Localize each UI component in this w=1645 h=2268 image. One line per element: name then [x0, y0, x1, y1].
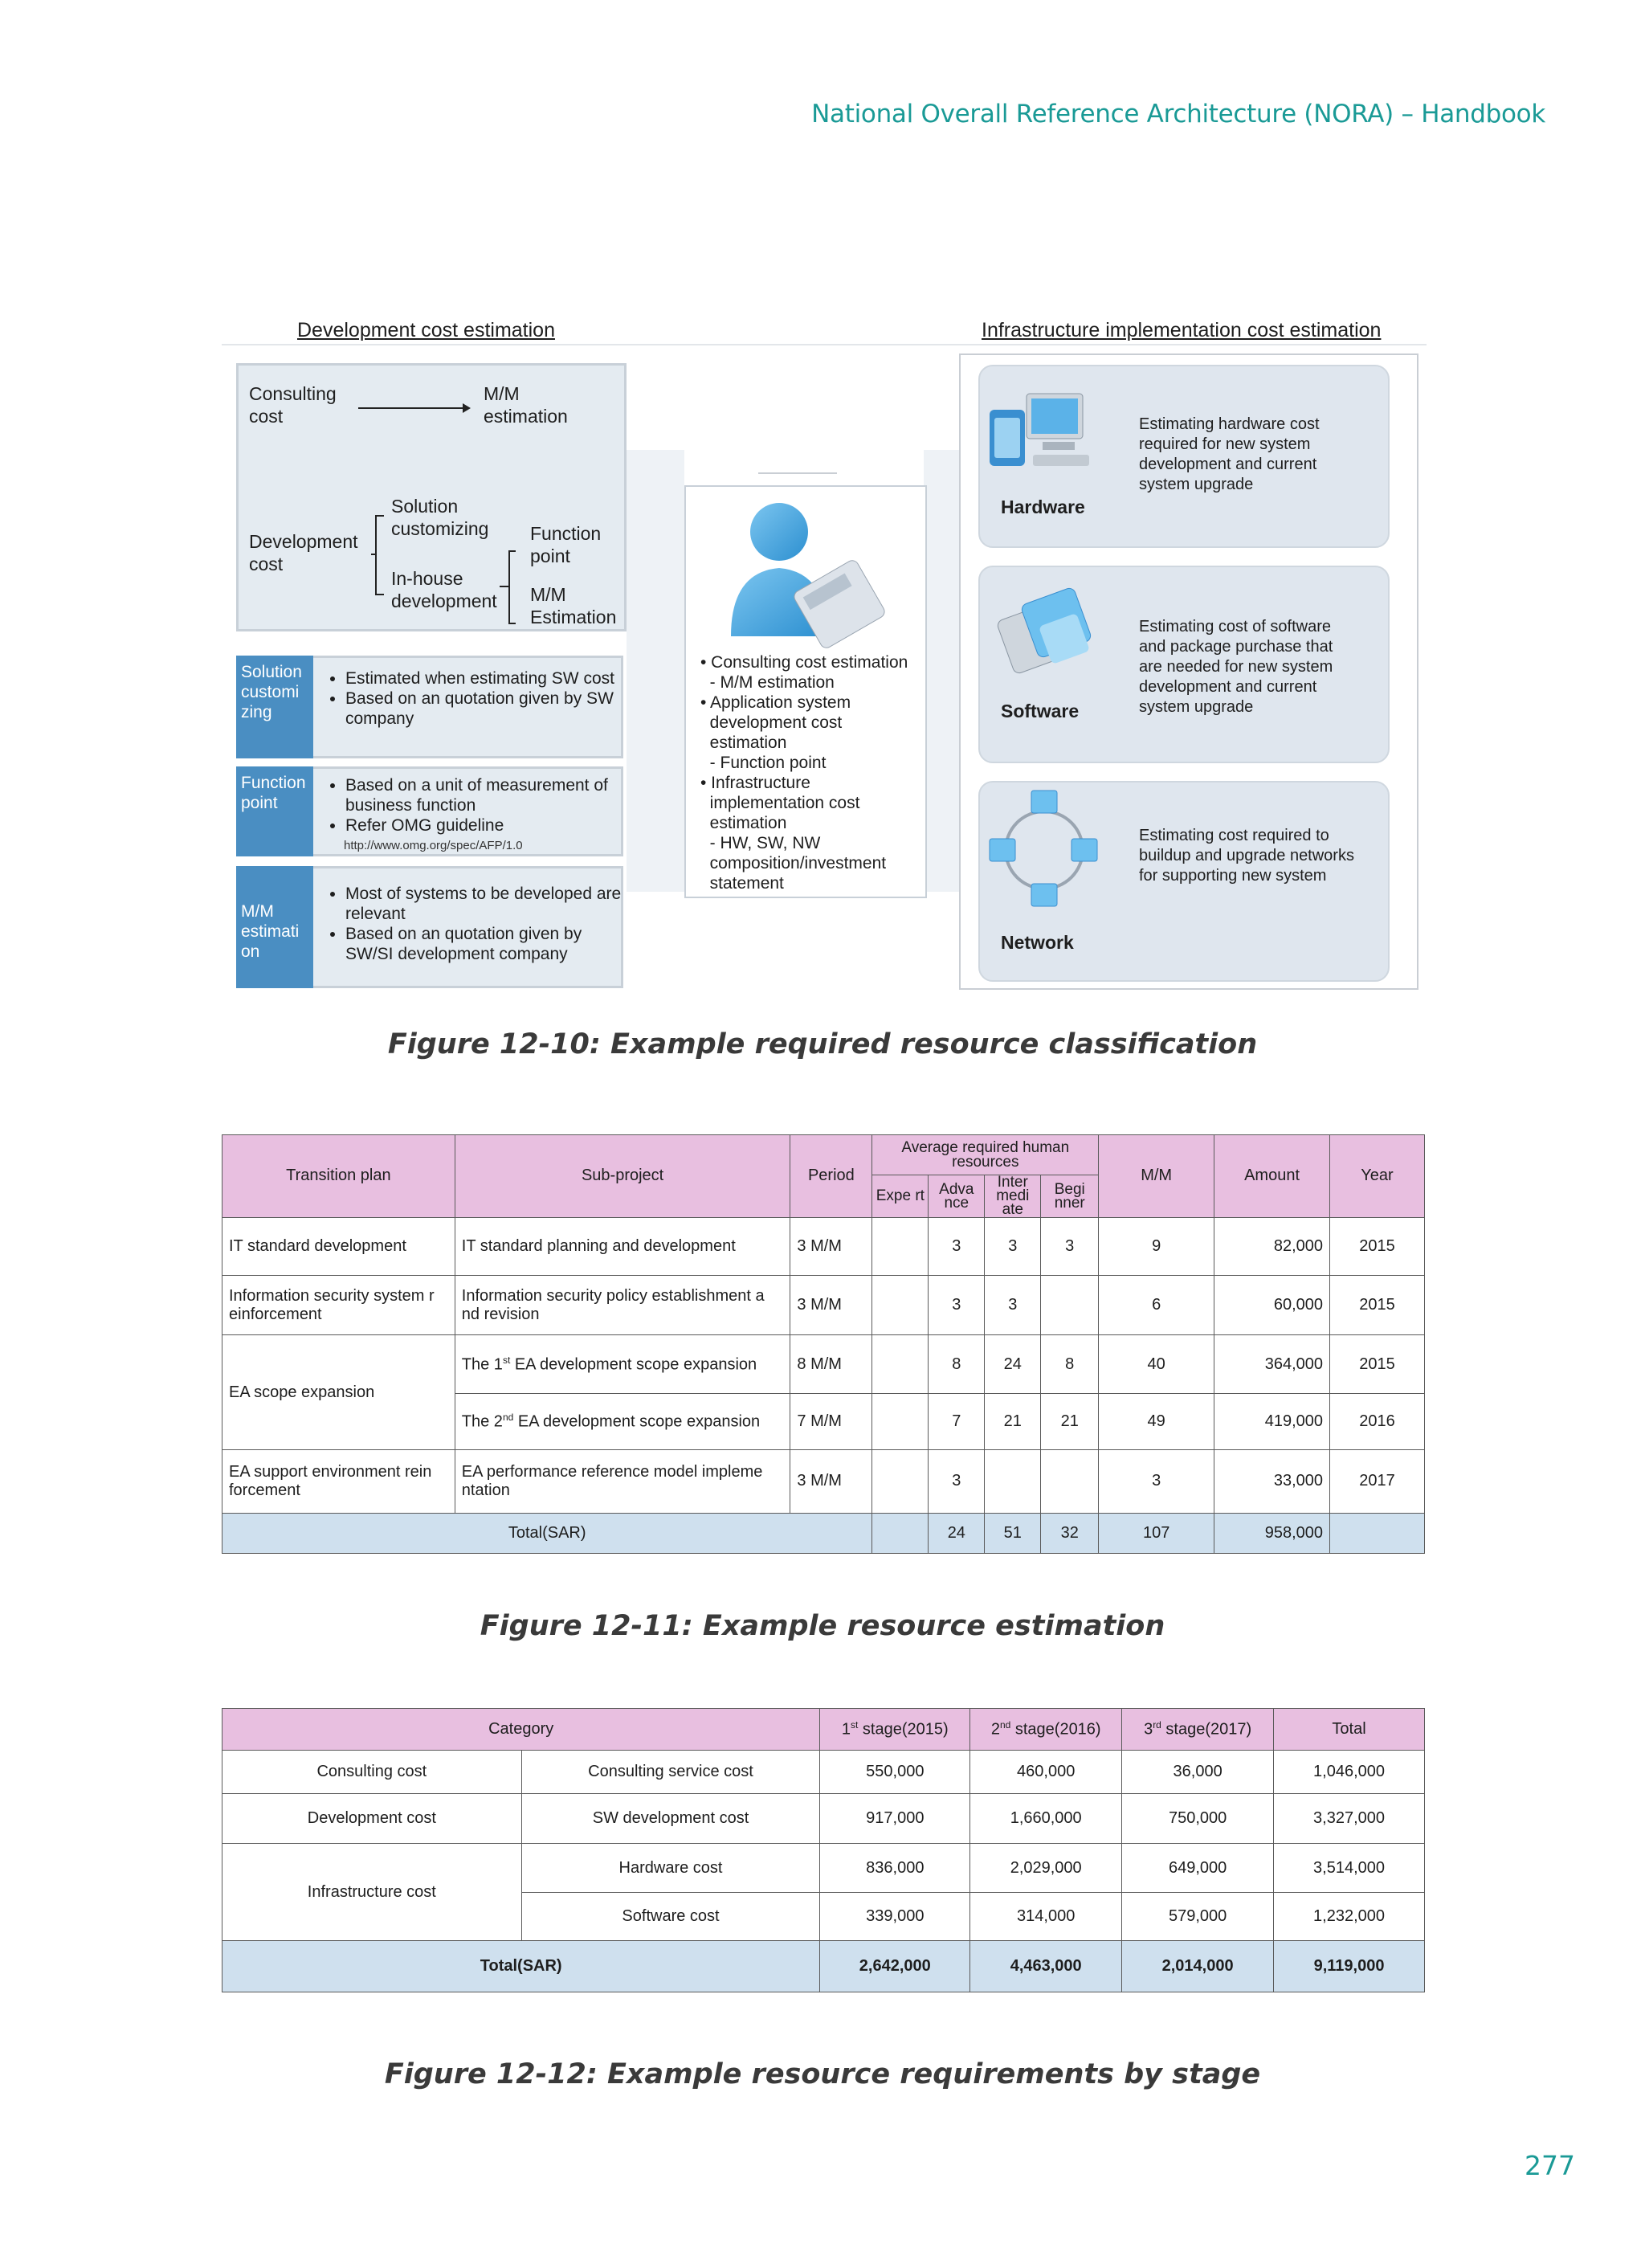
- cell: Hardware cost: [521, 1844, 820, 1892]
- cell: 339,000: [820, 1892, 970, 1940]
- cell: Infrastructure cost: [222, 1844, 522, 1940]
- divider: [758, 472, 837, 474]
- cell: 4,463,000: [970, 1940, 1122, 1992]
- cell: 649,000: [1122, 1844, 1274, 1892]
- header-text: stage(2015): [858, 1720, 949, 1739]
- cell: 8: [1041, 1335, 1099, 1393]
- cell: 750,000: [1122, 1794, 1274, 1844]
- function-point-label: Function point: [530, 523, 602, 566]
- cell: 2015: [1330, 1275, 1425, 1334]
- cell: EA scope expansion: [222, 1335, 455, 1450]
- stage-requirements-table: [222, 1708, 1425, 1992]
- bullet-list: [328, 884, 627, 964]
- cell: [872, 1275, 929, 1334]
- cell: 2016: [1330, 1393, 1425, 1449]
- col-transition-plan: Transition plan: [222, 1135, 455, 1218]
- total-row: [222, 1513, 1425, 1553]
- solution-customizing-label: Solution customizing: [391, 496, 489, 539]
- cell: 82,000: [1214, 1217, 1330, 1275]
- inhouse-development-label: In-house development: [391, 568, 497, 611]
- cell: 51: [985, 1513, 1041, 1553]
- col-beginner: Begi nner: [1041, 1175, 1099, 1217]
- cell: 579,000: [1122, 1892, 1274, 1940]
- mm-estimation-label: M/M estimation: [484, 383, 568, 427]
- cell: [872, 1450, 929, 1513]
- cell: 3: [1099, 1450, 1214, 1513]
- total-row: [222, 1940, 1425, 1992]
- cell: [872, 1513, 929, 1553]
- cell: 49: [1099, 1393, 1214, 1449]
- cell: 364,000: [1214, 1335, 1330, 1393]
- cell: [1041, 1450, 1099, 1513]
- bracket-icon: [371, 514, 387, 603]
- figure-12-11-caption: Figure 12-11: Example resource estimation: [480, 1610, 1165, 1642]
- cell: 3: [985, 1275, 1041, 1334]
- cell: 550,000: [820, 1751, 970, 1794]
- hardware-desc: Estimating hardware cost required for new system development and current system upgrade: [1139, 415, 1320, 493]
- cell: 3,514,000: [1274, 1844, 1425, 1892]
- cell: 9,119,000: [1274, 1940, 1425, 1992]
- cell: 3 M/M: [790, 1275, 872, 1334]
- figure-12-10-caption: Figure 12-10: Example required resource classification: [387, 1028, 1258, 1060]
- cell: 3: [929, 1450, 985, 1513]
- resource-estimation-table: [222, 1134, 1425, 1554]
- table-row: [222, 1751, 1425, 1794]
- cell: SW development cost: [521, 1794, 820, 1844]
- col-stage-3: [1122, 1709, 1274, 1751]
- col-intermediate: Inter medi ate: [985, 1175, 1041, 1217]
- cell: 419,000: [1214, 1393, 1330, 1449]
- header-text: 1: [841, 1720, 851, 1739]
- cell: 40: [1099, 1335, 1214, 1393]
- center-description: • Consulting cost estimation - M/M estimation • Application system development cost estimation - Function point • Infrastructure implementation cost estimation - HW, SW, NW composition/investment statement: [700, 653, 908, 893]
- bracket-icon-2: [500, 550, 519, 630]
- bullet-item: • Most of systems to be developed are relevant: [345, 884, 627, 924]
- header-text: stage(2016): [1010, 1720, 1101, 1739]
- cell: 2015: [1330, 1217, 1425, 1275]
- bullet-item: • Based on an quotation given by SW/SI development company: [345, 924, 627, 964]
- cell: IT standard planning and development: [455, 1217, 790, 1275]
- cell: 3: [929, 1217, 985, 1275]
- cell: [455, 1335, 790, 1393]
- software-desc: Estimating cost of software and package purchase that are needed for new system development and current system upgrade: [1139, 618, 1333, 716]
- cell: EA performance reference model impleme ntation: [455, 1450, 790, 1513]
- cell: 3: [1041, 1217, 1099, 1275]
- cell: [455, 1393, 790, 1449]
- header-text: stage(2017): [1161, 1720, 1252, 1739]
- development-cost-label: Development cost: [249, 531, 358, 574]
- col-sub-project: Sub-project: [455, 1135, 790, 1218]
- cell: 3: [985, 1217, 1041, 1275]
- cell: 2,029,000: [970, 1844, 1122, 1892]
- cell: 3 M/M: [790, 1450, 872, 1513]
- col-stage-2: [970, 1709, 1122, 1751]
- cell: 33,000: [1214, 1450, 1330, 1513]
- cell: 2015: [1330, 1335, 1425, 1393]
- cell-text: EA development scope expansion: [510, 1355, 757, 1374]
- table-row: [222, 1794, 1425, 1844]
- bullet-list: [328, 668, 627, 729]
- cell: 8 M/M: [790, 1335, 872, 1393]
- cell: 2,014,000: [1122, 1940, 1274, 1992]
- cell: 836,000: [820, 1844, 970, 1892]
- bullet-item: • Based on a unit of measurement of business function: [345, 775, 631, 815]
- cell: [872, 1393, 929, 1449]
- col-year: Year: [1330, 1135, 1425, 1218]
- col-total: Total: [1274, 1709, 1425, 1751]
- table-row: [222, 1844, 1425, 1892]
- cell: 8: [929, 1335, 985, 1393]
- cell: 2017: [1330, 1450, 1425, 1513]
- row-label: M/M estimati on: [236, 866, 313, 988]
- cell-text: The 2: [461, 1412, 503, 1431]
- cell: 7: [929, 1393, 985, 1449]
- title-divider: [222, 344, 1427, 345]
- cell: 3 M/M: [790, 1217, 872, 1275]
- cell: 1,232,000: [1274, 1892, 1425, 1940]
- table-row: [222, 1450, 1425, 1513]
- cell: 21: [1041, 1393, 1099, 1449]
- header-row: [222, 1135, 1425, 1175]
- arrow-icon: [358, 398, 471, 418]
- col-expert: Expe rt: [872, 1175, 929, 1217]
- cell: [1330, 1513, 1425, 1553]
- cell: 460,000: [970, 1751, 1122, 1794]
- cell: Information security policy establishment a nd revision: [455, 1275, 790, 1334]
- cell: [1041, 1275, 1099, 1334]
- person-calculator-icon: [707, 492, 892, 652]
- cell-text: The 1: [461, 1355, 503, 1374]
- cell: 60,000: [1214, 1275, 1330, 1334]
- col-avg-human: Average required human resources: [872, 1135, 1099, 1175]
- cell: 3,327,000: [1274, 1794, 1425, 1844]
- table-row: [222, 1335, 1425, 1393]
- cell-sup: st: [502, 1354, 511, 1366]
- cell: 917,000: [820, 1794, 970, 1844]
- col-stage-1: [820, 1709, 970, 1751]
- page-number: 277: [1525, 2150, 1575, 2181]
- cell: Consulting service cost: [521, 1751, 820, 1794]
- col-period: Period: [790, 1135, 872, 1218]
- figure-12-12-caption: Figure 12-12: Example resource requirements by stage: [384, 2058, 1261, 2090]
- col-category: Category: [222, 1709, 820, 1751]
- cell: 32: [1041, 1513, 1099, 1553]
- cell-text: EA development scope expansion: [513, 1412, 761, 1431]
- cell: 3: [929, 1275, 985, 1334]
- cell: 1,046,000: [1274, 1751, 1425, 1794]
- table-row: [222, 1217, 1425, 1275]
- cell: 2,642,000: [820, 1940, 970, 1992]
- bullet-item: • Refer OMG guideline: [345, 815, 631, 836]
- header-row: [222, 1709, 1425, 1751]
- infra-cost-title: Infrastructure implementation cost estimation: [982, 319, 1382, 341]
- cell: EA support environment rein forcement: [222, 1450, 455, 1513]
- bullet-list: [328, 775, 631, 836]
- cell: [872, 1335, 929, 1393]
- header-sup: st: [851, 1719, 859, 1731]
- cell: 21: [985, 1393, 1041, 1449]
- network-icon: [988, 786, 1100, 914]
- server-icon: [986, 386, 1091, 482]
- mm-estimation-label-2: M/M Estimation: [530, 584, 617, 627]
- col-advance: Adva nce: [929, 1175, 985, 1217]
- network-label: Network: [1001, 932, 1074, 953]
- dev-cost-title: Development cost estimation: [297, 319, 555, 341]
- col-amount: Amount: [1214, 1135, 1330, 1218]
- row-label: Solution customi zing: [236, 656, 313, 758]
- hardware-label: Hardware: [1001, 497, 1085, 517]
- cell: 107: [1099, 1513, 1214, 1553]
- cell: [985, 1450, 1041, 1513]
- cell: [872, 1217, 929, 1275]
- cell: 24: [985, 1335, 1041, 1393]
- bullet-item: • Estimated when estimating SW cost: [345, 668, 627, 689]
- cell: Development cost: [222, 1794, 522, 1844]
- running-header: National Overall Reference Architecture (NORA) – Handbook: [811, 100, 1545, 129]
- bullet-item: • Based on an quotation given by SW company: [345, 689, 627, 729]
- header-text: 3: [1144, 1720, 1153, 1739]
- total-label: Total(SAR): [222, 1513, 872, 1553]
- cell-sup: nd: [502, 1412, 514, 1424]
- cell: Information security system r einforcement: [222, 1275, 455, 1334]
- cell: 1,660,000: [970, 1794, 1122, 1844]
- header-text: 2: [990, 1720, 1000, 1739]
- total-label: Total(SAR): [222, 1940, 820, 1992]
- consulting-cost-label: Consulting cost: [249, 383, 337, 427]
- cell: 24: [929, 1513, 985, 1553]
- cell: 6: [1099, 1275, 1214, 1334]
- cell: 7 M/M: [790, 1393, 872, 1449]
- table-row: [222, 1275, 1425, 1334]
- cell: 36,000: [1122, 1751, 1274, 1794]
- omg-url: http://www.omg.org/spec/AFP/1.0: [344, 839, 523, 852]
- cell: 314,000: [970, 1892, 1122, 1940]
- cell: Software cost: [521, 1892, 820, 1940]
- header-sup: rd: [1153, 1719, 1161, 1731]
- software-label: Software: [1001, 701, 1080, 721]
- cell: Consulting cost: [222, 1751, 522, 1794]
- cell: 958,000: [1214, 1513, 1330, 1553]
- cell: IT standard development: [222, 1217, 455, 1275]
- row-label: Function point: [236, 766, 313, 856]
- cell: 9: [1099, 1217, 1214, 1275]
- software-icon: [996, 578, 1100, 691]
- network-desc: Estimating cost required to buildup and upgrade networks for supporting new system: [1139, 827, 1354, 885]
- col-mm: M/M: [1099, 1135, 1214, 1218]
- header-sup: nd: [999, 1719, 1011, 1731]
